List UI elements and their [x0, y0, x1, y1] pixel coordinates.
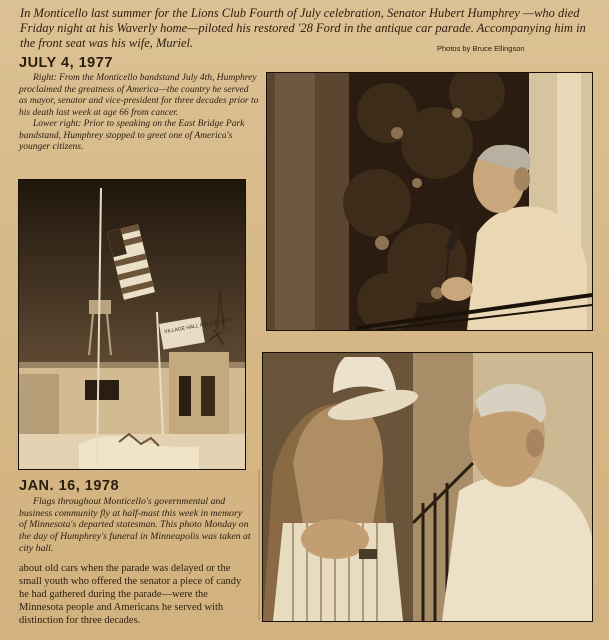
- article-body-text: about old cars when the parade was delayed or the small youth who offered the senator a piece of candy he had gathered during the parade—were the Minnesota people and Americans he served with distinction for three decades.: [19, 563, 242, 626]
- jan-caption-text: Flags throughout Monticello's governmental and business community fly at half-mast this week in memory of Minnesota's departed statesman. This photo Monday on the day of Humphrey's funeral in Minneapolis was taken at city hall.: [19, 496, 251, 554]
- intro-caption: In Monticello last summer for the Lions Club Fourth of July celebration, Senator Hubert Humphrey —who died Friday night at his Waverly home—piloted his restored '28 Ford in the antique car parade. Accompanying him in the front seat was his wife, Muriel.: [20, 6, 586, 50]
- photo-credit: Photos by Bruce Ellingson: [437, 44, 525, 53]
- humphrey-greets-child-photo: [262, 352, 593, 622]
- bandstand-speech-photo: [266, 72, 593, 331]
- page-fold-line: [258, 470, 260, 620]
- date-heading-jan: JAN. 16, 1978: [19, 478, 120, 494]
- july-caption: [19, 73, 259, 154]
- city-hall-photo: [18, 179, 246, 470]
- sign-text: VILLAGE HALL POLICE DEPT.: [163, 317, 234, 336]
- humphrey-child-cowboy-hat-image: [263, 353, 592, 621]
- july-caption-lower-right: Lower right: Prior to speaking on the East Bridge Park bandstand, Humphrey stopped to greet one of America's younger citizens.: [19, 119, 245, 152]
- humphrey-speaking-microphone-image: [267, 73, 592, 330]
- july-caption-right: Right: From the Monticello bandstand July 4th, Humphrey proclaimed the greatness of America—the country he served as mayor, senator and vice-president for three decades prior to his death last week at age 66 from cancer.: [19, 73, 259, 118]
- date-heading-july: JULY 4, 1977: [19, 55, 113, 71]
- city-hall-flag-half-mast-image: [19, 180, 245, 469]
- jan-caption: [19, 496, 251, 555]
